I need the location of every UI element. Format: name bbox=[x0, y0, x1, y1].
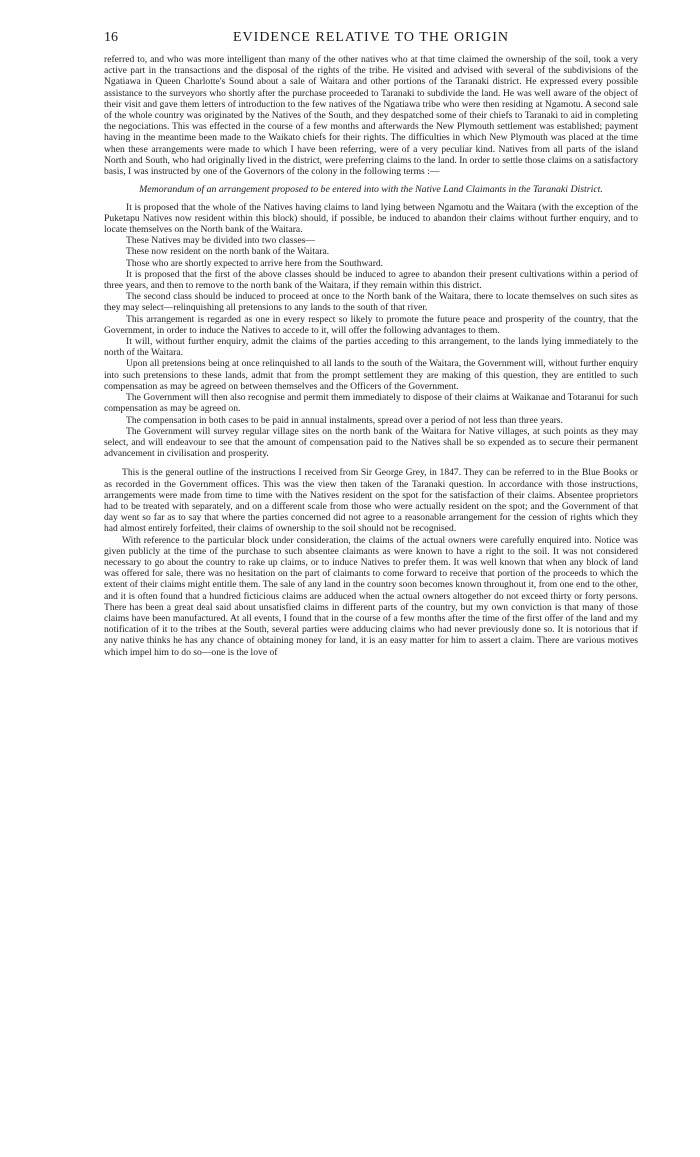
page-header bbox=[104, 30, 638, 52]
memo-paragraph: Those who are shortly expected to arrive here from the Southward. bbox=[126, 257, 384, 269]
memo-paragraph: The Government will survey regular village sites on the north bank of the Waitara for Native villages, at such points as they may select, and will endeavour to see that the amount of compensation paid to the Natives shall be so expended as to secure their permanent advancement in civilisation and prosperity. bbox=[104, 425, 638, 460]
body-text bbox=[104, 54, 638, 658]
memo-paragraph: These Natives may be divided into two classes— bbox=[126, 235, 315, 247]
page-number: 16 bbox=[104, 30, 118, 45]
memo-paragraph: The second class should be induced to proceed at once to the North bank of the Waitara, there to locate themselves on such sites as they may select—relinquishing all pretensions to any lands to the south of that river. bbox=[104, 291, 638, 314]
memo-paragraph: It will, without further enquiry, admit the claims of the parties acceding to this arrangement, to the lands lying immediately to the north of the Waitara. bbox=[104, 336, 638, 359]
section-gap bbox=[104, 459, 638, 467]
memo-paragraph: The Government will then also recognise and permit them immediately to dispose of their claims at Waikanae and Totaranui for such compensation as may be agreed on. bbox=[104, 392, 638, 415]
closing-paragraph: With reference to the particular block under consideration, the claims of the actual owners were carefully enquired into. Notice was given publicly at the time of the purchase to such absentee claimants as were known to have a right to the soil. It was not considered necessary to go about the country to rake up claims, or to induce Natives to prefer them. It was well known that when any block of land was offered for sale, there was no hesitation on the part of claimants to come forward to receive that portion of the proceeds to which the extent of their claims might entitle them. The sale of any land in the country soon becomes known throughout it, from one end to the other, and it is often found that a hundred ficticious claims are adduced when the actual owners altogether do not exceed thirty or forty persons. There has been a great deal said about unsatisfied claims in different parts of the country, but my own conviction is that many of those claims have been manufactured. At all events, I found that in the course of a few months after the time of the first offer of the land and my notification of it to the tribes at the South, several parties were adducing claims who had never previously done so. It is notorious that if any native thinks he has any chance of obtaining money for land, it is an easy matter for him to assert a claim. There are various motives which impel him to do so—one is the love of bbox=[104, 534, 638, 658]
intro-paragraph: referred to, and who was more intelligent than many of the other natives who at that time claimed the ownership of the soil, took a very active part in the transactions and the disposal of the rights of the tribe. He visited and advised with several of the subdivisions of the Ngatiawa in Queen Charlotte's Sound about a sale of Waitara and other portions of the Taranaki district. He expressed every possible assistance to the surveyors who shortly after the purchase proceeded to Taranaki to subdivide the land. He was well aware of the object of their visit and gave them letters of introduction to the few natives of the Ngatiawa tribe who were then residing at Ngamotu. A second sale of the whole country was originated by the Natives of the South, and they despatched some of their chiefs to Taranaki to aid in completing the negociations. This was effected in the course of a few months and afterwards the New Plymouth settlement was established; payment having in the meantime been made to the Waikato chiefs for their rights. The difficulties in which New Plymouth was placed at the time when these arrangements were made to which I have been referring, were of a very peculiar kind. Natives from all parts of the island North and South, who had originally lived in the district, were preferring claims to the land. In order to settle those claims on a satisfactory basis, I was instructed by one of the Governors of the colony in the following terms :— bbox=[104, 54, 638, 178]
running-title: EVIDENCE RELATIVE TO THE ORIGIN bbox=[233, 30, 509, 45]
memo-paragraph: This arrangement is regarded as one in every respect so likely to promote the future peace and prosperity of the country, that the Government, in order to induce the Natives to accede to it, will offer the following advantages to them. bbox=[104, 313, 638, 336]
memo-paragraph: The compensation in both cases to be paid in annual instalments, spread over a period of not less than three years. bbox=[126, 414, 563, 426]
memo-paragraph: Upon all pretensions being at once relinquished to all lands to the south of the Waitara, the Government will, without further enquiry into such pretensions to these lands, admit that from the prompt settlement they are making of this question, they are entitled to such compensation as may be agreed on between themselves and the Officers of the Government. bbox=[104, 358, 638, 392]
memo-paragraph: These now resident on the north bank of the Waitara. bbox=[126, 246, 330, 258]
memorandum-body bbox=[104, 202, 638, 460]
memo-paragraph: It is proposed that the first of the above classes should be induced to agree to abandon their present cultivations within a period of three years, and then to remove to the north bank of the Waitara, if they remain within this district. bbox=[104, 268, 638, 292]
memo-paragraph: It is proposed that the whole of the Natives having claims to land lying between Ngamotu and the Waitara (with the exception of the Puketapu Natives now resident within this block) should, if possible, be induced to abandon their claims without further enquiry, and to locate themselves on the North bank of the Waitara. bbox=[104, 201, 638, 236]
closing-paragraph: This is the general outline of the instructions I received from Sir George Grey, in 1847. They can be referred to in the Blue Books or as recorded in the Government offices. This was the view then taken of the Taranaki question. In accordance with those instructions, arrangements were made from time to time with the Natives resident on the spot for the satisfaction of their claims. Absentee proprietors had to be treated with separately, and on a different scale from those who were actually resident on the spot; and the Government of that day went so far as to say that where the parties concerned did not agree to a reasonable arrangement for the cession of rights which they had almost entirely forfeited, their claims of ownership to the soil should not be recognised. bbox=[104, 467, 638, 535]
document-page bbox=[104, 30, 638, 658]
memorandum-title: Memorandum of an arrangement proposed to be entered into with the Native Land Claimants in the Taranaki District. bbox=[139, 184, 603, 196]
